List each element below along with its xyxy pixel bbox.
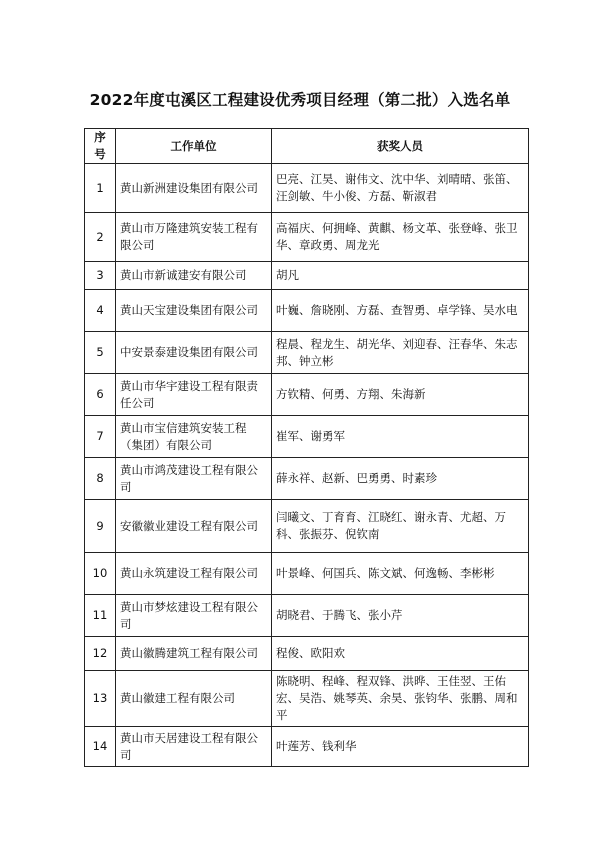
awardees: 程俊、欧阳欢 [272, 637, 529, 671]
table-row [85, 637, 529, 671]
serial-no: 6 [85, 374, 116, 416]
award-table [84, 128, 529, 767]
table-row [85, 262, 529, 290]
serial-no: 3 [85, 262, 116, 290]
work-unit: 黄山天宝建设集团有限公司 [116, 290, 272, 332]
serial-no: 14 [85, 727, 116, 767]
table-row [85, 553, 529, 595]
table-row [85, 374, 529, 416]
serial-no: 8 [85, 458, 116, 500]
serial-no: 7 [85, 416, 116, 458]
awardees: 巴亮、江昊、谢伟文、沈中华、刘晴晴、张笛、汪剑敏、牛小俊、方磊、靳淑君 [272, 164, 529, 213]
serial-no: 1 [85, 164, 116, 213]
serial-no: 4 [85, 290, 116, 332]
work-unit: 黄山市华宇建设工程有限责任公司 [116, 374, 272, 416]
table-header-row [85, 129, 529, 164]
page-title: 2022年度屯溪区工程建设优秀项目经理（第二批）入选名单 [89, 91, 511, 109]
awardees: 陈晓明、程峰、程双锋、洪晔、王佳翌、王佑宏、吴浩、姚琴英、余昊、张钧华、张鹏、周和平 [272, 671, 529, 727]
serial-no: 9 [85, 500, 116, 553]
work-unit: 黄山市万隆建筑安装工程有限公司 [116, 213, 272, 262]
awardees: 高福庆、何拥峰、黄麒、杨文革、张登峰、张卫华、章政勇、周龙光 [272, 213, 529, 262]
serial-no: 13 [85, 671, 116, 727]
table-row [85, 671, 529, 727]
serial-no: 5 [85, 332, 116, 374]
work-unit: 黄山徽腾建筑工程有限公司 [116, 637, 272, 671]
work-unit: 黄山市新诚建安有限公司 [116, 262, 272, 290]
work-unit: 黄山新洲建设集团有限公司 [116, 164, 272, 213]
table-row [85, 500, 529, 553]
header-awardees: 获奖人员 [272, 129, 529, 164]
work-unit: 安徽徽业建设工程有限公司 [116, 500, 272, 553]
table-row [85, 213, 529, 262]
work-unit: 黄山市鸿茂建设工程有限公司 [116, 458, 272, 500]
table-row [85, 416, 529, 458]
awardees: 叶巍、詹晓刚、方磊、查智勇、卓学锋、吴水电 [272, 290, 529, 332]
header-work-unit: 工作单位 [116, 129, 272, 164]
serial-no: 11 [85, 595, 116, 637]
awardees: 叶莲芳、钱利华 [272, 727, 529, 767]
table-row [85, 727, 529, 767]
work-unit: 黄山徽建工程有限公司 [116, 671, 272, 727]
work-unit: 黄山市宝信建筑安装工程（集团）有限公司 [116, 416, 272, 458]
serial-no: 12 [85, 637, 116, 671]
table-row [85, 164, 529, 213]
table-row [85, 332, 529, 374]
serial-no: 10 [85, 553, 116, 595]
serial-no: 2 [85, 213, 116, 262]
work-unit: 中安景泰建设集团有限公司 [116, 332, 272, 374]
work-unit: 黄山市天居建设工程有限公司 [116, 727, 272, 767]
table-row [85, 290, 529, 332]
work-unit: 黄山市梦炫建设工程有限公司 [116, 595, 272, 637]
awardees: 闫曦文、丁育育、江晓红、谢永青、尤超、万科、张振芬、倪钦南 [272, 500, 529, 553]
table-row [85, 595, 529, 637]
table-row [85, 458, 529, 500]
awardees: 方钦精、何勇、方翔、朱海新 [272, 374, 529, 416]
work-unit: 黄山永筑建设工程有限公司 [116, 553, 272, 595]
awardees: 程晨、程龙生、胡光华、刘迎春、汪春华、朱志邦、钟立彬 [272, 332, 529, 374]
awardees: 叶景峰、何国兵、陈文斌、何逸畅、李彬彬 [272, 553, 529, 595]
awardees: 胡晓君、于腾飞、张小芹 [272, 595, 529, 637]
awardees: 薛永祥、赵新、巴勇勇、时素珍 [272, 458, 529, 500]
awardees: 胡凡 [272, 262, 529, 290]
header-serial-no: 序号 [85, 129, 116, 164]
awardees: 崔军、谢勇军 [272, 416, 529, 458]
